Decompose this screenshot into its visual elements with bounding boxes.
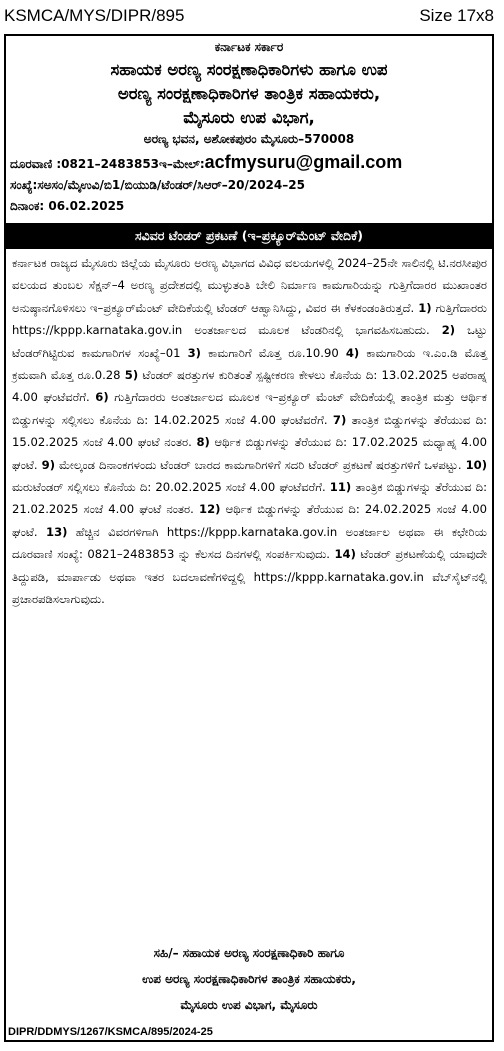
signature-line-1: ಸಹಿ/– ಸಹಾಯಕ ಅರಣ್ಯ ಸಂರಕ್ಷಣಾಧಿಕಾರಿ ಹಾಗೂ: [153, 946, 345, 960]
signature-line-2: ಉಪ ಅರಣ್ಯ ಸಂರಕ್ಷಣಾಧಿಕಾರಿಗಳ ತಾಂತ್ರಿಕ ಸಹಾಯಕರು,: [142, 972, 356, 986]
notice-date: ದಿನಾಂಕ: 06.02.2025: [10, 199, 125, 213]
notice-meta: [6, 152, 492, 217]
notice-number: ಸಂಖ್ಯೆ:ಸಅಸಂ/ಮೈಉವಿ/ಬಿ1/ಬಿಯುಡಿ/ಟೆಂಡರ್/ಸಿಆರ್–20/2024–25: [10, 178, 305, 192]
item-text: ಹೆಚ್ಚಿನ ವಿವರಗಳಿಗಾಗಿ https://kppp.karnataka.gov.in ಅಂತರ್ಜಾಲ ಅಥವಾ ಈ ಕಛೇರಿಯ ದೂರವಾಣಿ ಸಂಖ್ಯೆ: 0821–2483853 ನ್ನು ಕೆಲಸದ ದಿನಗಳಲ್ಲಿ ಸಂಪರ್ಕಿಸುವುದು.: [12, 524, 488, 562]
ad-size: Size 17x8: [419, 6, 494, 25]
item-number: 7): [332, 412, 347, 427]
item-number: 5): [124, 368, 139, 383]
item-text: ಕಾಮಗಾರಿಯ ಇ.ಎಂ.ಡಿ ಮೊತ್ತ ಕ್ರಮವಾಗಿ ಮೊತ್ತ ರೂ.0.28: [12, 345, 488, 383]
item-number: 13): [46, 524, 68, 539]
office-address: ಅರಣ್ಯ ಭವನ, ಅಶೋಕಪುರಂ ಮೈಸೂರು–570008: [143, 132, 355, 146]
top-bar: [0, 0, 504, 30]
phone-label: ದೂರವಾಣಿ :0821–2483853ಇ–ಮೇಲ್:: [10, 157, 205, 171]
notice-body: [6, 249, 492, 611]
item-number: 12): [199, 502, 221, 517]
signature-block: [6, 940, 492, 1018]
item-text: ಗುತ್ತಿಗೆದಾರರು ಅಂತರ್ಜಾಲದ ಮೂಲಕ ಇ–ಪ್ರಕ್ಯೂರ್ ಮೆಂಟ್ ವೇದಿಕೆಯಲ್ಲಿ ತಾಂತ್ರಿಕ ಮತ್ತು ಆರ್ಥಿಕ ಬಿಡ್ಡುಗಳನ್ನು ಸಲ್ಲಿಸಲು ಕೊನೆಯ ದಿ: 14.02.2025 ಸಂಜೆ 4.00 ಘಂಟೆವರೆಗೆ.: [12, 390, 487, 427]
item-text: ಮೇಲ್ಕಂಡ ದಿನಾಂಕಗಳಂದು ಟೆಂಡರ್ ಬಾರದ ಕಾಮಗಾರಿಗಳಿಗೆ ಸದರಿ ಟೆಂಡರ್ ಪ್ರಕಟಣೆ ಷರತ್ತುಗಳಿಗೆ ಒಳಪಟ್ಟು.: [59, 457, 462, 472]
item-number: 14): [334, 547, 356, 562]
item-text: ಮರುಟೆಂಡರ್ ಸಲ್ಲಿಸಲು ಕೊನೆಯ ದಿ: 20.02.2025 ಸಂಜೆ 4.00 ಘಂಟೆವರೆಗೆ.: [12, 480, 326, 495]
item-text: ತಾಂತ್ರಿಕ ಬಿಡ್ಡುಗಳನ್ನು ತೆರೆಯುವ ದಿ: 15.02.2025 ಸಂಜೆ 4.00 ಘಂಟೆ ನಂತರ.: [12, 412, 487, 450]
item-number: 4): [345, 345, 360, 360]
signature-line-3: ಮೈಸೂರು ಉಪ ವಿಭಾಗ, ಮೈಸೂರು: [180, 998, 318, 1012]
dipr-reference: DIPR/DDMYS/1267/KSMCA/895/2024-25: [8, 1026, 213, 1038]
item-text: ಆರ್ಥಿಕ ಬಿಡ್ಡುಗಳನ್ನು ತೆರೆಯುವ ದಿ: 24.02.2025 ಸಂಜೆ 4.00 ಘಂಟೆ.: [12, 502, 487, 539]
email-address: acfmysuru@gmail.com: [204, 152, 403, 172]
item-text: ತಾಂತ್ರಿಕ ಬಿಡ್ಡುಗಳನ್ನು ತೆರೆಯುವ ದಿ: 21.02.2025 ಸಂಜೆ 4.00 ಘಂಟೆ ನಂತರ.: [12, 480, 488, 517]
item-text: ಒಟ್ಟು ಟೆಂಡರ್‌ಗಿಟ್ಟಿರುವ ಕಾಮಗಾರಿಗಳ ಸಂಖ್ಯೆ–01: [12, 323, 488, 360]
item-number: 11): [329, 480, 352, 495]
item-text: ಕಾಮಗಾರಿಗೆ ಮೊತ್ತ ರೂ.10.90: [208, 345, 339, 360]
item-number: 10): [465, 457, 488, 472]
intro-text: ಕರ್ನಾಟಕ ರಾಜ್ಯದ ಮೈಸೂರು ಜಿಲ್ಲೆಯ ಮೈಸೂರು ಅರಣ್ಯ ವಿಭಾಗದ ವಿವಿಧ ವಲಯಗಳಲ್ಲಿ 2024–25ನೇ ಸಾಲಿನಲ್ಲಿ ಟಿ.ನರಸೀಪುರ ವಲಯದ ತುಂಬಲ ಸೆಕ್ಷನ್–4 ಅರಣ್ಯ ಪ್ರದೇಶದಲ್ಲಿ ಮುಳ್ಳುತಂತಿ ಬೇಲಿ ನಿರ್ಮಾಣ ಕಾಮಗಾರಿಯನ್ನು ಗುತ್ತಿಗೆದಾರರ ಮುಖಾಂತರ ಅನುಷ್ಠಾನಗೊಳಿಸಲು ಇ–ಪ್ರಕ್ಯೂರ್‌ಮೆಂಟ್ ವೇದಿಕೆಯಲ್ಲಿ ಟೆಂಡರ್ ಆಹ್ವಾನಿಸಿದ್ದು, ವಿವರ ಈ ಕೆಳಕಂಡಂತಿರುತ್ತದೆ.: [12, 256, 487, 315]
tender-notice: [4, 34, 494, 1042]
release-ref: KSMCA/MYS/DIPR/895: [4, 6, 185, 25]
item-text: ಗುತ್ತಿಗೆದಾರರು https://kppp.karnataka.gov.in ಅಂತರ್ಜಾಲದ ಮೂಲಕ ಟೆಂಡರಿನಲ್ಲಿ ಭಾಗವಹಿಸಬಹುದು.: [12, 300, 487, 338]
office-line-2: ಅರಣ್ಯ ಸಂರಕ್ಷಣಾಧಿಕಾರಿಗಳ ತಾಂತ್ರಿಕ ಸಹಾಯಕರು,: [117, 84, 381, 103]
office-line-1: ಸಹಾಯಕ ಅರಣ್ಯ ಸಂರಕ್ಷಣಾಧಿಕಾರಿಗಳು ಹಾಗೂ ಉಪ: [110, 60, 388, 79]
contact-line: [10, 152, 492, 175]
item-number: 2): [441, 323, 456, 338]
item-number: 8): [196, 435, 210, 450]
office-name: [6, 58, 492, 130]
item-number: 1): [418, 300, 432, 315]
item-number: 3): [187, 345, 201, 360]
item-number: 9): [41, 457, 55, 472]
item-text: ಆರ್ಥಿಕ ಬಿಡ್ಡುಗಳನ್ನು ತೆರೆಯುವ ದಿ: 17.02.2025 ಮಧ್ಯಾಹ್ನ 4.00 ಘಂಟೆ.: [12, 435, 487, 472]
office-line-3: ಮೈಸೂರು ಉಪ ವಿಭಾಗ,: [183, 108, 315, 127]
notice-title-banner: ಸವಿವರ ಟೆಂಡರ್ ಪ್ರಕಟಣೆ (ಇ–ಪ್ರಕ್ಯೂರ್‌ಮೆಂಟ್ ವೇದಿಕೆ): [6, 223, 492, 249]
item-text: ಟೆಂಡರ್ ಷರತ್ತುಗಳ ಕುರಿತಂತೆ ಸ್ಪಷ್ಟೀಕರಣ ಕೇಳಲು ಕೊನೆಯ ದಿ: 13.02.2025 ಅಪರಾಹ್ನ 4.00 ಘಂಟೆವರೆಗೆ.: [12, 368, 488, 405]
item-text: ಟೆಂಡರ್ ಪ್ರಕಟಣೆಯಲ್ಲಿ ಯಾವುದೇ ತಿದ್ದುಪಡಿ, ಮಾರ್ಪಾಡು ಅಥವಾ ಇತರ ಬದಲಾವಣೆಗಳಿದ್ದಲ್ಲಿ https://kppp.karnataka.gov.in ವೆಬ್‌ಸೈಟ್‌ನಲ್ಲಿ ಪ್ರಚಾರಪಡಿಸಲಾಗುವುದು.: [12, 547, 488, 607]
government-name: ಕರ್ನಾಟಕ ಸರ್ಕಾರ: [214, 40, 284, 54]
item-number: 6): [95, 390, 109, 405]
